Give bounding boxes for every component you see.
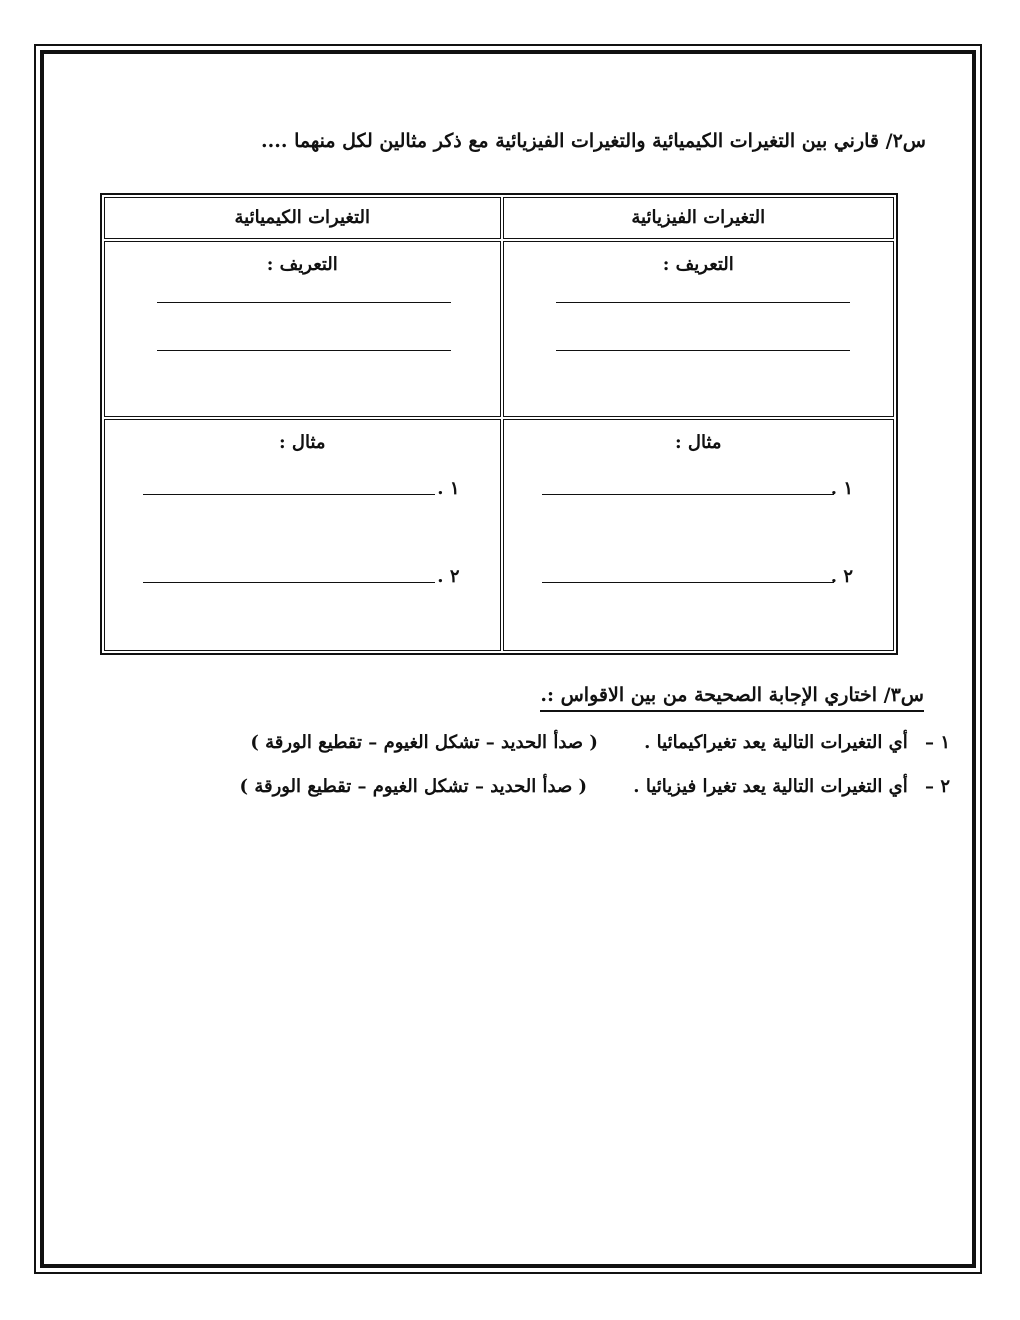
mcq-question: أي التغيرات التالية يعد تغيرا فيزيائيا . — [633, 776, 908, 797]
example-label: مثال : — [674, 431, 722, 453]
mcq-options[interactable]: ( صدأ الحديد – تشكل الغيوم – تقطيع الورقة ) — [250, 732, 598, 753]
mcq-question: أي التغيرات التالية يعد تغيراكيمائيا . — [644, 732, 908, 753]
answer-line[interactable] — [143, 494, 435, 495]
definition-label: التعريف : — [266, 254, 338, 276]
answer-line[interactable] — [542, 582, 834, 583]
answer-line[interactable] — [157, 350, 451, 351]
answer-line[interactable] — [556, 350, 850, 351]
header-physical-changes: التغيرات الفيزيائية — [503, 197, 894, 239]
answer-line[interactable] — [143, 582, 435, 583]
example-label: مثال : — [278, 431, 326, 453]
example-number-1: ١ . — [437, 477, 460, 499]
header-chemical-changes: التغيرات الكيميائية — [104, 197, 501, 239]
mcq-item — [240, 776, 950, 797]
example-number-1: ١ . — [830, 477, 853, 499]
question-3-title: س٣/ اختاري الإجابة الصحيحة من بين الاقواس :. — [540, 684, 924, 712]
answer-line[interactable] — [556, 302, 850, 303]
answer-line[interactable] — [542, 494, 834, 495]
example-number-2: ٢ . — [830, 565, 853, 587]
chemical-example-cell — [104, 419, 501, 651]
comparison-table — [100, 193, 898, 655]
mcq-number: ١ – — [925, 732, 950, 753]
definition-label: التعريف : — [662, 254, 734, 276]
answer-line[interactable] — [157, 302, 451, 303]
example-number-2: ٢ . — [437, 565, 460, 587]
question-2-title: س٢/ قارني بين التغيرات الكيميائية والتغيرات الفيزيائية مع ذكر مثالين لكل منهما .... — [261, 130, 926, 152]
mcq-options[interactable]: ( صدأ الحديد – تشكل الغيوم – تقطيع الورقة ) — [239, 776, 588, 797]
physical-example-cell — [503, 419, 894, 651]
mcq-item — [250, 732, 950, 753]
physical-definition-cell — [503, 241, 894, 417]
mcq-number: ٢ – — [925, 776, 950, 797]
chemical-definition-cell — [104, 241, 501, 417]
